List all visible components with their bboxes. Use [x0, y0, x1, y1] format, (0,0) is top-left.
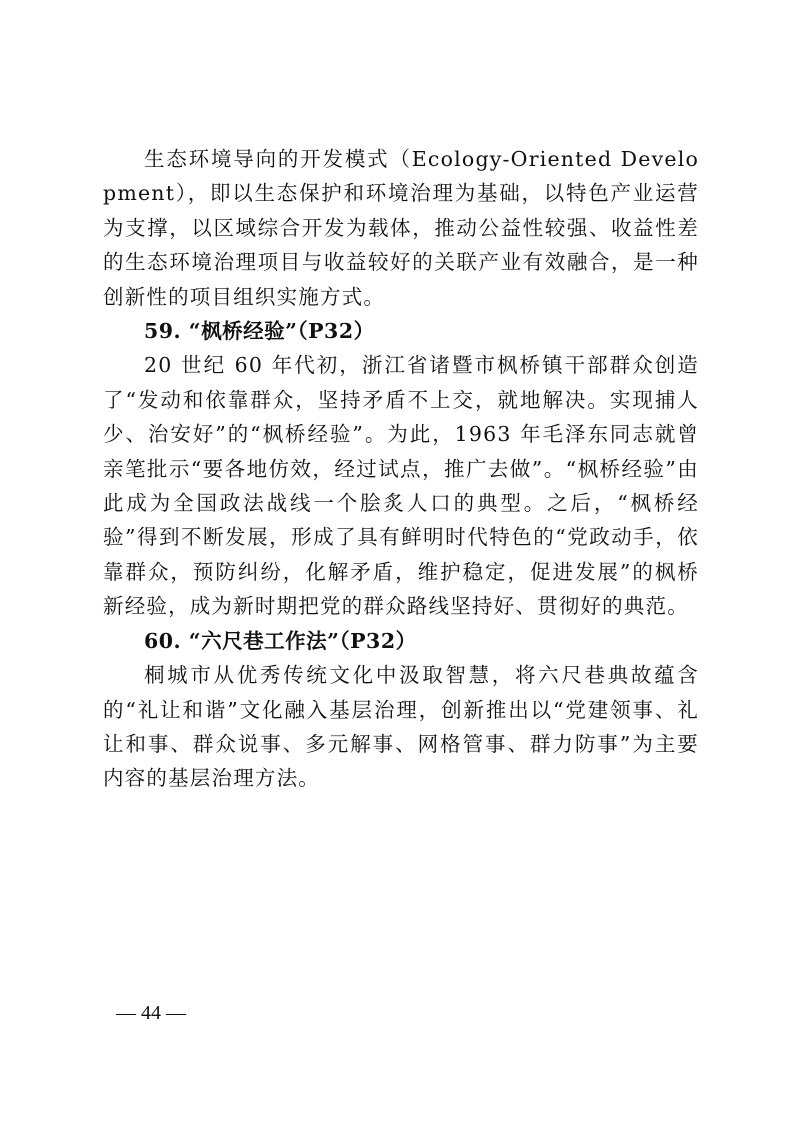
document-body [103, 142, 699, 796]
heading-liuchixiang-method: 60. “六尺巷工作法”（P32） [144, 628, 417, 653]
paragraph-fengqiao-experience: 20 世纪 60 年代初，浙江省诸暨市枫桥镇干部群众创造了“发动和依靠群众，坚持矛盾不上交，就地解决。实现捕人少、治安好”的“枫桥经验”。为此，1963 年毛泽东同志就曾亲笔批示“要各地仿效，经过试点，推广去做”。“枫桥经验”由此成为全国政法战线一个脍炙人口的典型。之后，“枫桥经验”得到不断发展，形成了具有鲜明时代特色的“党政动手，依靠群众，预防纠纷，化解矛盾，维护稳定，促进发展”的枫桥新经验，成为新时期把党的群众路线坚持好、贯彻好的典范。 [103, 353, 699, 619]
page-number: — 44 — [116, 1002, 186, 1024]
paragraph-eod-definition: 生态环境导向的开发模式（Ecology-Oriented Development），即以生态保护和环境治理为基础，以特色产业运营为支撑，以区域综合开发为载体，推动公益性较强、收益性差的生态环境治理项目与收益较好的关联产业有效融合，是一种创新性的项目组织实施方式。 [103, 147, 699, 309]
heading-fengqiao-experience: 59. “枫桥经验”（P32） [144, 319, 375, 344]
paragraph-liuchixiang-method: 桐城市从优秀传统文化中汲取智慧，将六尺巷典故蕴含的“礼让和谐”文化融入基层治理，创新推出以“党建领事、礼让和事、群众说事、多元解事、网格管事、群力防事”为主要内容的基层治理方法。 [103, 663, 699, 791]
